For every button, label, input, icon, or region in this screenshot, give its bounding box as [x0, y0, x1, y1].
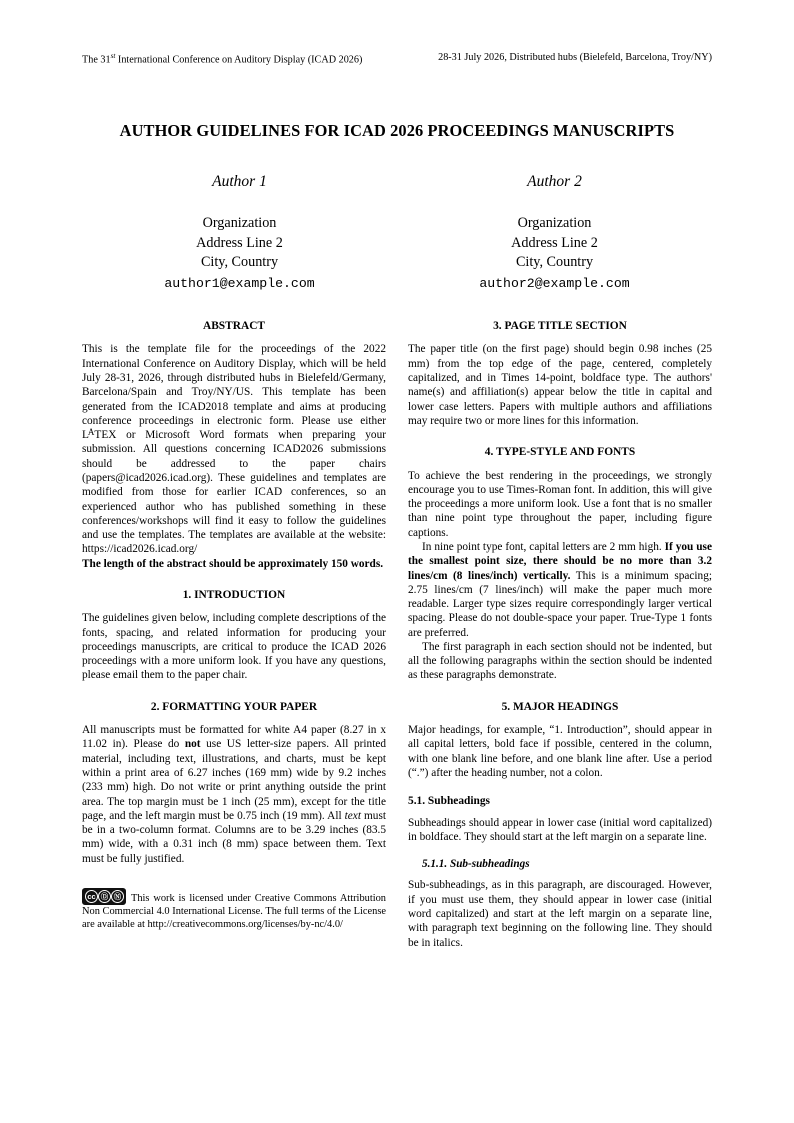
author-organization: Organization — [517, 215, 592, 231]
author-name: Author 1 — [212, 172, 267, 190]
page-title-section-heading: 3. PAGE TITLE SECTION — [493, 320, 627, 332]
formatting-emphasis-not: not — [184, 738, 201, 751]
body-columns — [82, 319, 712, 950]
type-style-paragraph-1: To achieve the best rendering in the proceedings, we strongly encourage you to use Times-Roman font. In addition, this will give the proceedings a more uniform look. Use a font that is no smaller than nine point type throughout the paper, including figure captions. — [408, 469, 712, 539]
introduction-heading: 1. INTRODUCTION — [182, 588, 286, 601]
author-city: City, Country — [515, 254, 594, 271]
running-head-left-suffix: International Conference on Auditory Display (ICAD 2026) — [115, 54, 363, 66]
subheadings-paragraph: Subheadings should appear in lower case (initial word capitalized) in boldface. They should start at the left margin on a separate line. — [408, 816, 712, 843]
abstract-length-note: The length of the abstract should be approximately 150 words. — [82, 557, 384, 570]
author-organization: Organization — [202, 215, 277, 231]
author-address: Address Line 2 — [511, 234, 598, 251]
author-address: Address Line 2 — [196, 234, 283, 251]
page-title-section-paragraph: The paper title (on the first page) should begin 0.98 inches (25 mm) from the top edge of the page, centered, completely capitalized, and in Times 14-point, boldface type. The authors' name(s) and affiliation(s) appear below the title in capital and lower case letters. Papers with multiple authors and affiliations may require two or more lines for this information. — [408, 343, 712, 427]
running-head-ordinal-suffix: st — [110, 52, 116, 60]
running-head — [82, 52, 712, 67]
introduction-paragraph: The guidelines given below, including complete descriptions of the fonts, spacing, and related information for producing your proceedings manuscripts, are critical to produce the ICAD 2026 proceedings with a more uniform look. If you have any questions, please email them to the paper chair. — [82, 612, 386, 682]
formatting-heading: 2. FORMATTING YOUR PAPER — [150, 700, 318, 713]
author-list — [82, 171, 712, 293]
formatting-paragraph — [82, 723, 386, 866]
formatting-text-a: All manuscripts must be formatted for white A4 paper (8.27 in x 11.02 in). Please do — [82, 724, 386, 751]
left-column — [82, 319, 386, 950]
page-title: AUTHOR GUIDELINES FOR ICAD 2026 PROCEEDINGS MANUSCRIPTS — [119, 120, 675, 140]
major-headings-paragraph: Major headings, for example, “1. Introduction”, should appear in all capital letters, bold face if possible, centered in the column, with one blank line before, and one blank line after. Use a period (“.”) after the heading number, not a colon. — [408, 724, 712, 780]
abstract-paragraph — [82, 342, 386, 556]
sub-subheadings-paragraph: Sub-subheadings, as in this paragraph, are discouraged. However, if you must use them, they should appear in lower case (initial word capitalized) and start at the left margin on a separate line, with paragraph text beginning on the following line. They should be in italics. — [408, 879, 712, 949]
creative-commons-icon — [82, 888, 126, 905]
formatting-emphasis-text: text — [344, 809, 361, 822]
abstract-text-part2: or Microsoft Word formats when preparing your submission. All questions concerning ICAD2026 submissions should be addressed to the paper chairs (papers@icad2026.icad.org). These guidelines and templates are modified from those for earlier ICAD conferences, so an experienced author who has published something in these conferences/workshops will find it easy to follow the guidelines and use the templates. The templates are available at the website: https://icad2026.icad.org/ — [82, 429, 386, 556]
formatting-text-c: must be in a two-column format. Columns are to be 3.29 inches (83.5 mm) wide, with a 0.31 inch (8 mm) space between them. Text must be fully justified. — [82, 809, 386, 865]
right-column — [408, 319, 712, 950]
author-email: author1@example.com — [164, 275, 315, 291]
licence-block — [82, 888, 386, 932]
abstract-heading: ABSTRACT — [202, 320, 266, 332]
cc-symbol-by: Ⓓ — [98, 890, 111, 903]
cc-symbol-nc: Ⓝ — [111, 890, 124, 903]
author-block-2 — [397, 171, 712, 293]
type-style-bold-note: If you use the smallest point size, there should be no more than 3.2 lines/cm (8 lines/inch) vertically. — [408, 540, 712, 582]
latex-logo: $L^ATEX$ — [82, 427, 117, 442]
type-style-heading: 4. TYPE-STYLE AND FONTS — [484, 446, 636, 459]
licence-text: This work is licensed under Creative Commons Attribution Non Commercial 4.0 International License. The full terms of the License are available at http://creativecommons.org/licenses/by-nc/4.0/ — [82, 892, 386, 931]
formatting-text-b: use US letter-size papers. All printed material, including text, illustrations, and charts, must be kept within a print area of 6.27 inches (169 mm) wide by 9.2 inches (233 mm) high. Do not write or print anything outside the print area. The top margin must be 1 inch (25 mm), except for the title page, and the left margin must be 0.75 inch (19 mm). All — [82, 738, 387, 822]
type-style-paragraph-2 — [408, 540, 712, 640]
major-headings-heading: 5. MAJOR HEADINGS — [501, 700, 619, 713]
type-style-paragraph-3: The first paragraph in each section should not be indented, but all the following paragraphs within the section should be indented as these paragraphs demonstrate. — [408, 640, 712, 682]
author-block-1 — [82, 171, 397, 293]
type-style-text-b: This is a minimum spacing; 2.75 lines/cm (7 lines/inch) will make the paper much more readable. Larger type sizes require correspondingly larger vertical spacing. Please do not double-space your paper. True-Type 1 fonts are preferred. — [408, 569, 712, 639]
author-city: City, Country — [200, 254, 279, 271]
author-email: author2@example.com — [479, 275, 630, 291]
abstract-text-part1: This is the template file for the proceedings of the 2022 International Conference on Auditory Display, which will be held July 28-31, 2026, through distributed hubs in Bielefeld/Germany, Barcelona/Spain and Troy/NY/US. This template has been generated from the ICAD2018 template and aims at producing conference proceedings in electronic form. Please use either — [82, 343, 386, 427]
running-head-left-prefix: The 31 — [82, 54, 111, 66]
cc-symbol-cc: cc — [85, 890, 98, 903]
subheadings-heading: 5.1. Subheadings — [408, 795, 490, 808]
running-head-right: 28-31 July 2026, Distributed hubs (Bielefeld, Barcelona, Troy/NY) — [438, 52, 712, 63]
type-style-text-a: In nine point type font, capital letters are 2 mm high. — [422, 540, 665, 553]
running-head-left — [82, 52, 362, 67]
sub-subheadings-heading: 5.1.1. Sub-subheadings — [422, 858, 530, 871]
author-name: Author 2 — [527, 172, 582, 190]
